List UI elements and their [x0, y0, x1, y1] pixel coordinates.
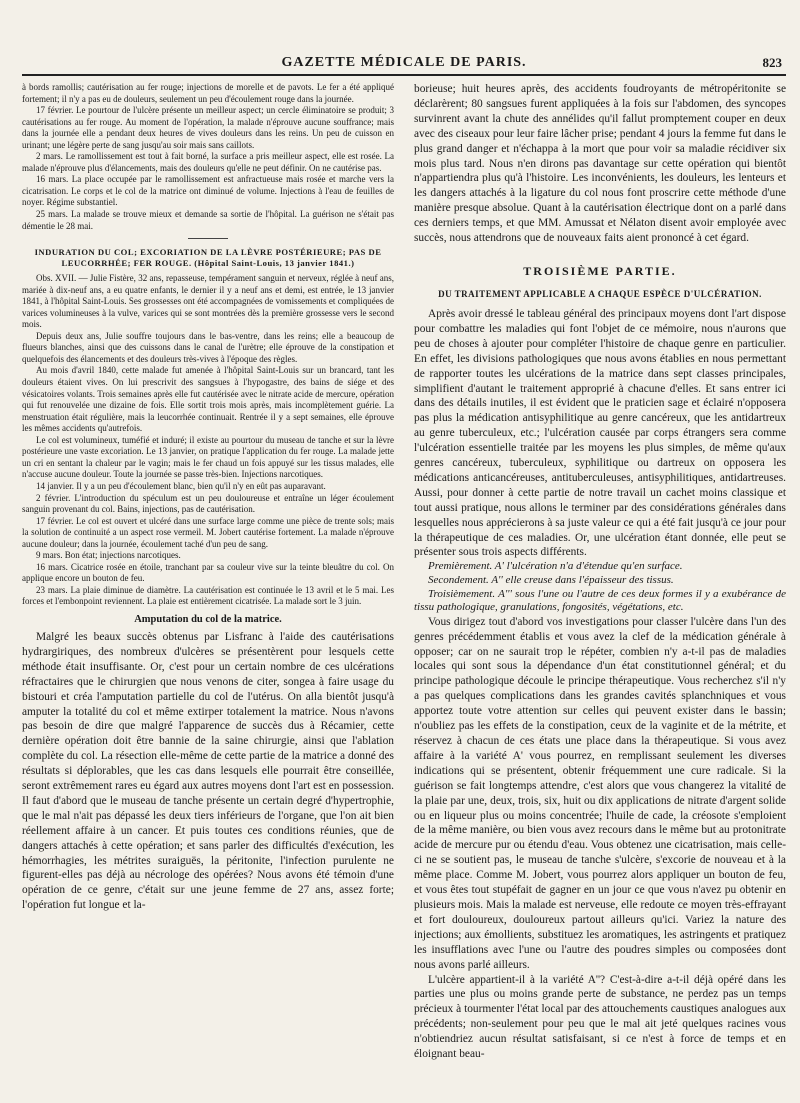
- observation-paragraph: Au mois d'avril 1840, cette malade fut amenée à l'hôpital Saint-Louis sur un brancard, tant les douleurs étaient vives. On lui prescrivit des sangsues à l'hypogastre, des bains de siége et des vésicatoires volants. Trois semaines après elle fut cautérisée avec le nitrate acide de mercure, opération qui fut renouvelée une dizaine de fois. Elle sortit trois mois après, mais incomplètement guérie. La menstruation était régulière, mais la leucorrhée continuait. Rentrée il y a sept semaines, elle éprouve les mêmes accidents qu'autrefois.: [22, 365, 394, 434]
- text-columns: [22, 82, 786, 1098]
- observation-paragraph: 17 février. Le col est ouvert et ulcéré dans une surface large comme une pièce de trente sols; mais la solution de continuité a un aspect rose vermeil. M. Jobert cautérise fortement. La malade n'éprouve aucune douleur; dans la journée, écoulement taché d'un peu de sang.: [22, 515, 394, 549]
- divider: [188, 238, 228, 239]
- observation-paragraph: 23 mars. La plaie diminue de diamètre. La cautérisation est continuée le 13 avril et le 5 mai. Les forces et l'embonpoint reviennent. La plaie est entièrement cicatrisée. La malade sort le 3 juin.: [22, 584, 394, 607]
- case-paragraph: 16 mars. La place occupée par le ramollissement est anfractueuse mais rosée et marche vers la cicatrisation. Le corps et le col de la matrice ont diminué de volume. Injections à l'eau de feuilles de noyer. Régime substantiel.: [22, 174, 394, 208]
- case-paragraph: 2 mars. Le ramollissement est tout à fait borné, la surface a pris meilleur aspect, elle est rosée. La malade n'éprouve plus d'élancements, mais des douleurs qu'elle ne peut définir. On ne cautérise pas.: [22, 151, 394, 173]
- body-paragraph: L'ulcère appartient-il à la variété A''? C'est-à-dire a-t-il déjà opéré dans les parties une plus ou moins grande perte de substance, ne perdez pas un temps précieux à tourmenter l'état local par des attouchements caustiques analogues aux précédents; non-seulement pour peu que le mal ait jeté quelques racines vous n'obtiendriez aucun résultat satisfaisant, si ce n'est à force de temps et en éloignant beau-: [414, 973, 786, 1061]
- left-column: [22, 82, 394, 1098]
- case-paragraph: à bords ramollis; cautérisation au fer rouge; injections de morelle et de pavots. Le fer a été appliqué fortement; il n'y a pas eu de douleurs, seulement un peu d'écoulement rouge dans la journée.: [22, 82, 394, 104]
- amputation-paragraph: Malgré les beaux succès obtenus par Lisfranc à l'aide des cautérisations hydrargiriques, des nombreux d'ulcères se présentèrent pour lesquels cette méthode était insuffisante. Or, c'est pour un certain nombre de ces ulcérations réfractaires que le chirurgien que nous venons de citer, songea à faire usage du bistouri et créa l'amputation partielle du col de l'utérus. On alla bientôt jusqu'à amputer la totalité du col et même extirper totalement la matrice. Nous n'avons pas besoin de dire que malgré l'apparence de succès dus à Récamier, cette dernière opération doit être bannie de la saine chirurgie, ainsi que l'ablation complète du col. La résection elle-même de cette partie de la matrice a donné des résultats si déplorables, que les cas dans lesquels elle pourrait être conseillée, seront extrêmement rares eu égard aux autres moyens dont l'art est en possession. Il faut d'abord que le museau de tanche présente un certain degré d'hypertrophie, que le mal n'ait pas dépassé les deux tiers inférieurs de l'organe, que l'on ait bien réellement affaire à un cancer. Et puis toutes ces conditions réunies, que de dangers attachés à cette opération; et sans parler des difficultés d'exécution, les hémorrhagies, les métrites suraiguës, la péritonite, l'infection purulente ne figurent-elles pas déjà au nécrologe des opérées? Nous avons été témoin d'une opération de ce genre, c'était sur une jeune femme de 27 ans, assez forte; l'opération fut longue et la-: [22, 630, 394, 912]
- part-title: TROISIÈME PARTIE.: [523, 263, 677, 278]
- body-paragraph: Vous dirigez tout d'abord vos investigations pour classer l'ulcère dans l'un des genres précédemment établis et vous avez la clef de la médication générale à opposer; car on ne saurait trop le répéter, combien n'y a-t-il pas de maladies locales qui sont sous la dépendance d'un état constitutionnel général; et du principe pathologique découle le principe thérapeutique. Vous recherchez s'il n'y a pas quelques complications dans les grandes cavités splanchniques et vous apportez toute votre attention sur celles qui peuvent exister dans le bassin; n'oubliez pas les effets de la constipation, ceux de la vaginite et de la métrite, et réservez à chacun de ces états une place dans la thérapeutique. Si vous avez affaire à la variété A' vous pourrez, en remplissant seulement les diverses indications qui se présentent, obtenir fréquemment une cure radicale. Si la guérison se fait longtemps attendre, c'est alors que vous changerez la vitalité de la plaie par une, deux, trois, six, huit ou dix applications de nitrate d'argent solide ou en liqueur plus ou moins concentrée; l'huile de cade, la créosote s'emploient de la même manière, ou bien vous avez recours dans le même but au protonitrate acide de mercure pur ou étendu d'eau. Vous obtenez une cicatrisation, mais celle-ci ne se soutient pas, le museau de tanche s'ulcère, s'excorie de nouveau et à la même place. Comme M. Jobert, vous pourrez alors appliquer un bouton de feu, et vous êtes tout stupéfait de gagner en un jour ce que vous n'avez pu obtenir en plusieurs mois. Mais la malade est nerveuse, elle redoute ce moyen très-effrayant et fort douloureux, douloureux partout ailleurs qu'ici. Variez la nature des injections; aux émollients, substituez les aromatiques, les astringents et pratiquez les insufflations avec l'une ou l'autre des poudres simples ou composées dont nous avons parlé ailleurs.: [414, 615, 786, 971]
- observation-paragraph: 9 mars. Bon état; injections narcotiques.: [36, 550, 181, 561]
- observation-heading: INDURATION DU COL; EXCORIATION DE LA LÈVRE POSTÉRIEURE; PAS DE LEUCORRHÉE; FER ROUGE. (Hôpital Saint-Louis, 13 janvier 1841.): [34, 247, 382, 269]
- aspect-item: Premièrement. A' l'ulcération n'a d'étendue qu'en surface.: [428, 560, 683, 573]
- continuation-paragraph: borieuse; huit heures après, des accidents foudroyants de métropéritonite se déclarèrent; 80 sangsues furent appliquées à la fois sur l'abdomen, des syncopes survinrent avant la chute des annélides qu'il fallut promptement couper en deux avec des ciseaux pour leur faire lâcher prise; pendant 4 jours la femme fut dans le plus grand danger et n'échappa à la mort que pour voir sa maladie récidiver six mois plus tard. Nous n'en dirons pas davantage sur cette opération qui bientôt n'appartiendra plus qu'à l'histoire. Les inconvénients, les douleurs, les lenteurs et les dangers attachés à la ligature du col nous font proscrire cette méthode d'une manière presque absolue. Quant à la cautérisation électrique dont on a parlé dans ces derniers temps, et que MM. Amussat et Nélaton disent avoir employée avec succès, nous attendrons que de nouveaux faits aient prononcé à cet égard.: [414, 83, 786, 245]
- aspect-item: Troisièmement. A''' sous l'une ou l'autre de ces deux formes il y a exubérance de tissu pathologique, granulations, fongosités, végétations, etc.: [414, 587, 786, 614]
- case-paragraph: 17 février. Le pourtour de l'ulcère présente un meilleur aspect; un cercle éliminatoire se produit; 3 cautérisations au fer rouge. Au moment de l'opération, la malade n'éprouve aucune souffrance; mais dans la journée elle a pendant deux heures de vives douleurs dans les reins. Un peu de cuisson en urinant; une légère perte de sang jusqu'au soir mais sans caillots.: [22, 105, 394, 150]
- observation-paragraph: 2 février. L'introduction du spéculum est un peu douloureuse et entraîne un léger écoulement sanguin provenant du col. Bains, injections, pas de cautérisation.: [22, 492, 394, 515]
- page-header: [22, 52, 786, 76]
- aspect-item: Secondement. A'' elle creuse dans l'épaisseur des tissus.: [428, 573, 674, 586]
- observation-paragraph: Obs. XVII. — Julie Fistère, 32 ans, repasseuse, tempérament sanguin et nerveux, réglée à neuf ans, mariée à dix-neuf ans, a eu quatre enfants, le dernier il y a neuf ans et demi, est entrée, le 13 janvier 1841, à l'hôpital Saint-Louis. Ses grossesses ont été accompagnées de vomissements et compliquées de varices volumineuses à la vulve, varices qui se sont montrées dès la première grossesse vers le second mois.: [22, 273, 394, 330]
- case-paragraph: 25 mars. La malade se trouve mieux et demande sa sortie de l'hôpital. La guérison ne s'était pas démentie le 28 mai.: [22, 209, 394, 231]
- observation-paragraph: 14 janvier. Il y a un peu d'écoulement blanc, bien qu'il n'y en eût pas auparavant.: [36, 480, 326, 491]
- page-number: 823: [762, 55, 782, 70]
- right-column: [414, 82, 786, 1098]
- observation-paragraph: Depuis deux ans, Julie souffre toujours dans le bas-ventre, dans les reins; elle a beaucoup de flueurs blanches, ainsi que des cuissons dans le canal de l'urètre; elle éprouve de la constipation et quelquefois des élancements et des douleurs très-vives à l'époque des règles.: [22, 330, 394, 364]
- observation-paragraph: 16 mars. Cicatrice rosée en étoile, tranchant par sa couleur vive sur la teinte bleuâtre du col. On applique encore un bouton de feu.: [22, 561, 394, 584]
- section-heading-amputation: Amputation du col de la matrice.: [134, 613, 282, 625]
- intro-paragraph: Après avoir dressé le tableau général des principaux moyens dont l'art dispose pour combattre les maladies qui font l'objet de ce mémoire, nous n'aurons que peu de choses à ajouter pour compléter l'histoire de chaque genre en particulier. En effet, les divisions pathologiques que nous avons établies en nous permettant de rapporter toutes les ulcérations de la matrice dans sept classes principales, simplifient d'autant le traitement approprié à chacune d'elles. Et sans entrer ici dans des détails inutiles, il est évident que le praticien sage et éclairé n'opposera pas plus la médication antisyphilitique au genre cancéreux, que les antidartreux au genre tuberculeux, etc.; l'ulcération causée par corps étrangers sera comme l'ulcération essentielle traitée par les moyens les plus simples, de même qu'aux genres cancéreux, tuberculeux, syphilitique ou dartreux on opposera les médications anticancéreuses, antituberculeuses, antisyphilitiques, antidartreuses. Aussi, pour donner à cette partie de notre travail un cachet moins classique et tout aussi pratique, nous allons le terminer par des considérations générales dans lesquelles nous apprécierons à sa juste valeur ce qui a été fait jusqu'à ce jour pour la thérapeutique de ces maladies. Or, une ulcération étant donnée, elle peut se présenter sous trois aspects différents.: [414, 307, 786, 559]
- part-subtitle: DU TRAITEMENT APPLICABLE A CHAQUE ESPÈCE D'ULCÉRATION.: [438, 288, 762, 299]
- journal-title: GAZETTE MÉDICALE DE PARIS.: [281, 55, 527, 70]
- observation-paragraph: Le col est volumineux, tuméfié et induré; il existe au pourtour du museau de tanche et sur la lèvre postérieure une vaste excoriation. Le 13 janvier, on pratique l'application du fer rouge. La malade jette un cri en sentant la chaleur par le vagin; mais le fer chaud un fois appuyé sur les tissus malades, elle n'accuse aucune douleur. Toute la journée se passe très-bien. Injections narcotiques.: [22, 434, 394, 480]
